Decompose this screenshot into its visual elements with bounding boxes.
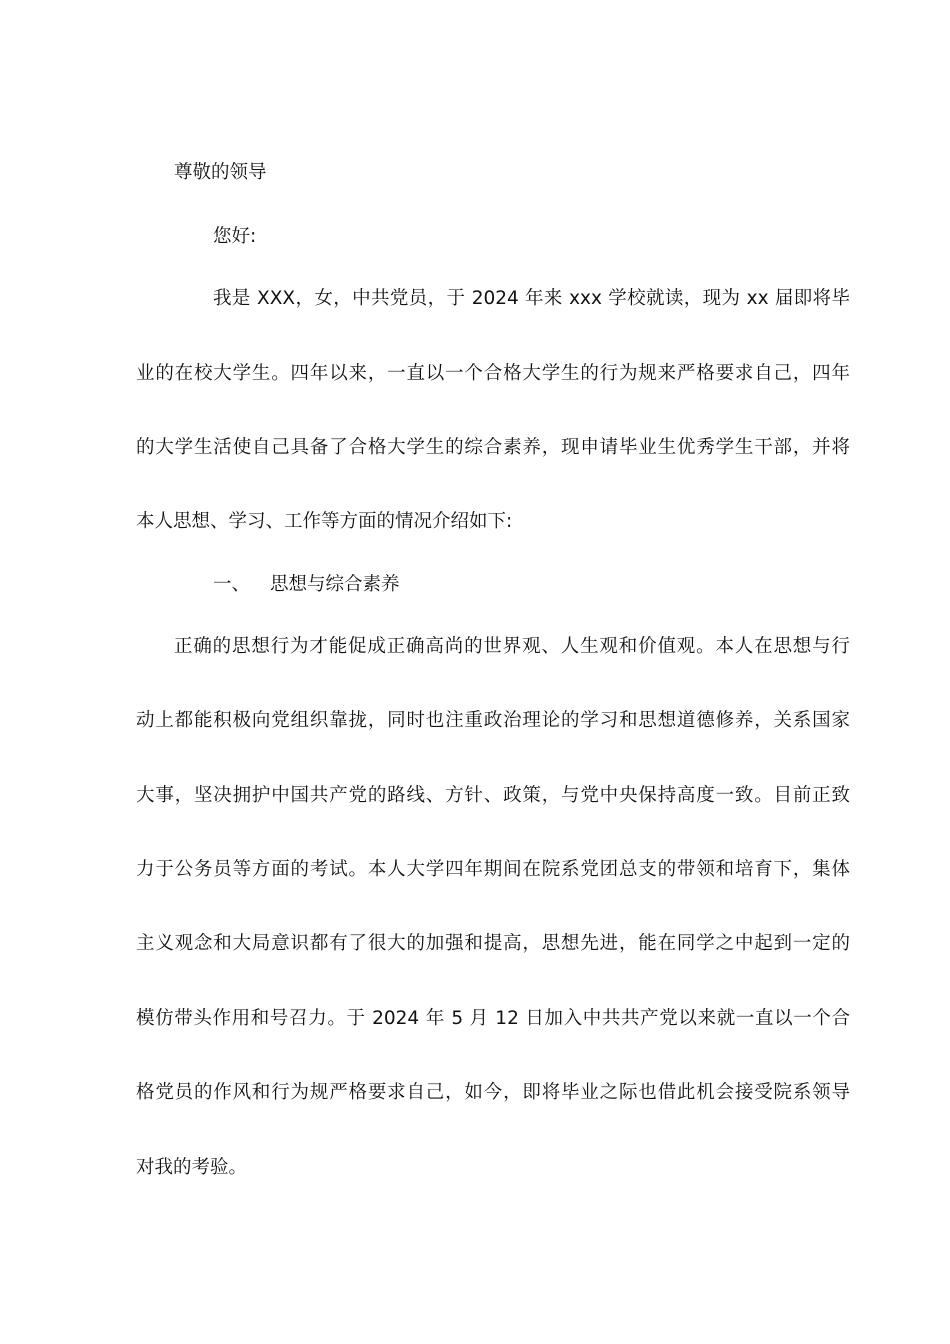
body-line-1: 正确的思想行为才能促成正确高尚的世界观、人生观和价值观。本人在思想与行	[174, 636, 850, 657]
body-line-5: 主义观念和大局意识都有了很大的加强和提高，思想先进，能在同学之中起到一定的	[136, 933, 850, 954]
salutation: 尊敬的领导	[174, 162, 267, 183]
section-title: 思想与综合素养	[270, 574, 400, 595]
intro-line-3: 的大学生活使自己具备了合格大学生的综合素养，现申请毕业生优秀学生干部，并将	[136, 437, 850, 458]
body-line-2: 动上都能积极向党组织靠拢，同时也注重政治理论的学习和思想道德修养，关系国家	[136, 710, 850, 731]
section-number: 一、	[213, 574, 251, 595]
body-line-7: 格党员的作风和行为规严格要求自己，如今，即将毕业之际也借此机会接受院系领导	[136, 1082, 850, 1103]
body-line-6: 模仿带头作用和号召力。于 2024 年 5 月 12 日加入中共共产党以来就一直以一个合	[136, 1008, 850, 1029]
body-line-8: 对我的考验。	[136, 1157, 248, 1178]
body-line-4: 力于公务员等方面的考试。本人大学四年期间在院系党团总支的带领和培育下，集体	[136, 859, 850, 880]
intro-line-2: 业的在校大学生。四年以来，一直以一个合格大学生的行为规来严格要求自己，四年	[136, 363, 850, 384]
body-line-3: 大事，坚决拥护中国共产党的路线、方针、政策，与党中央保持高度一致。目前正致	[136, 785, 850, 806]
intro-line-1: 我是 XXX，女，中共党员，于 2024 年来 xxx 学校就读，现为 xx 届即将毕	[213, 288, 850, 309]
intro-line-4: 本人思想、学习、工作等方面的情况介绍如下:	[136, 511, 513, 532]
greeting: 您好:	[213, 226, 257, 247]
